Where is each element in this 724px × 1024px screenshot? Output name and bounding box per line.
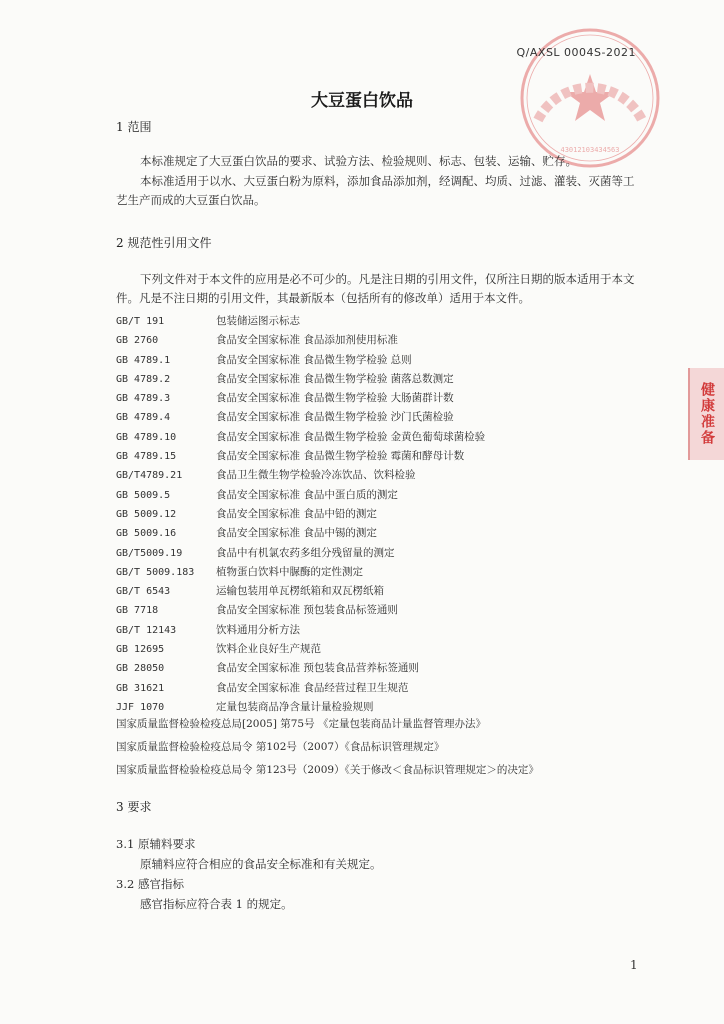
reference-code: GB 31621 [116,682,165,694]
reference-title: 食品安全国家标准 预包装食品营养标签通则 [216,662,419,675]
svg-text:43012103434563: 43012103434563 [560,146,620,154]
section-1-heading: 1 范围 [116,120,152,134]
reference-code: GB 5009.5 [116,489,171,501]
page-number: 1 [630,958,638,972]
decree-item: 国家质量监督检验检疫总局令 第123号（2009）《关于修改＜食品标识管理规定＞的决定》 [116,764,539,776]
reference-code: JJF 1070 [116,701,165,713]
standard-number: Q/AXSL 0004S-2021 [516,46,636,59]
reference-title: 食品安全国家标准 食品微生物学检验 总则 [216,353,412,366]
reference-code: GB 4789.2 [116,373,171,385]
reference-code: GB 4789.3 [116,393,171,405]
reference-code: GB 28050 [116,663,165,675]
reference-title: 食品中有机氯农药多组分残留量的测定 [216,546,395,559]
section-1-paragraph-2: 本标准适用于以水、大豆蛋白粉为原料，添加食品添加剂，经调配、均质、过滤、灌装、灭菌等工艺生产而成的大豆蛋白饮品。 [116,174,635,207]
reference-code: GB/T 5009.183 [116,566,195,578]
section-3-1-heading: 3.1 原辅料要求 [116,837,196,851]
section-3-heading: 3 要求 [116,800,152,814]
reference-code: GB/T 191 [116,316,165,327]
reference-code: GB 4789.1 [116,354,171,366]
reference-code: GB/T5009.19 [116,547,183,559]
reference-code: GB 12695 [116,644,165,656]
reference-code: GB 4789.4 [116,412,171,424]
document-title: 大豆蛋白饮品 [311,91,413,111]
reference-title: 定量包装商品净含量计量检验规则 [216,700,374,713]
reference-title: 食品安全国家标准 食品中蛋白质的测定 [216,488,398,501]
reference-title: 食品安全国家标准 食品中铅的测定 [216,507,377,520]
reference-code: GB/T4789.21 [116,470,183,482]
decree-item: 国家质量监督检验检疫总局[2005] 第75号 《定量包装商品计量监督管理办法》 [116,718,486,730]
reference-title: 食品安全国家标准 食品微生物学检验 霉菌和酵母计数 [216,450,465,463]
reference-title: 植物蛋白饮料中脲酶的定性测定 [216,565,363,578]
reference-title: 饮料通用分析方法 [216,623,300,636]
reference-title: 食品安全国家标准 预包装食品标签通则 [216,604,398,617]
reference-title: 食品安全国家标准 食品微生物学检验 菌落总数测定 [216,372,454,385]
section-2-heading: 2 规范性引用文件 [116,236,212,250]
section-3-2-heading: 3.2 感官指标 [116,877,184,891]
section-3-1-text: 原辅料应符合相应的食品安全标准和有关规定。 [140,857,382,871]
reference-title: 食品安全国家标准 食品微生物学检验 大肠菌群计数 [216,392,454,405]
side-seal-stamp: 健康准备 [688,368,724,460]
section-2-intro: 下列文件对于本文件的应用是必不可少的。凡是注日期的引用文件，仅所注日期的版本适用于本文件。凡是不注日期的引用文件，其最新版本（包括所有的修改单）适用于本文件。 [116,272,635,305]
reference-title: 食品安全国家标准 食品添加剂使用标准 [216,334,398,347]
decree-item: 国家质量监督检验检疫总局令 第102号（2007）《食品标识管理规定》 [116,741,445,753]
reference-code: GB 5009.16 [116,528,177,540]
reference-title: 食品安全国家标准 食品微生物学检验 金黄色葡萄球菌检验 [216,430,486,443]
reference-code: GB 5009.12 [116,508,177,520]
reference-code: GB 2760 [116,335,159,347]
section-1-paragraph-1: 本标准规定了大豆蛋白饮品的要求、试验方法、检验规则、标志、包装、运输、贮存。 [140,154,577,168]
reference-title: 食品安全国家标准 食品微生物学检验 沙门氏菌检验 [216,411,454,424]
reference-code: GB 4789.15 [116,451,177,463]
reference-title: 食品卫生微生物学检验冷冻饮品、饮料检验 [216,469,416,482]
reference-title: 饮料企业良好生产规范 [216,643,321,656]
reference-code: GB 7718 [116,605,159,617]
reference-code: GB 4789.10 [116,431,177,443]
reference-code: GB/T 6543 [116,586,171,598]
reference-title: 食品安全国家标准 食品中锡的测定 [216,527,377,540]
reference-title: 包装储运图示标志 [216,315,300,327]
reference-title: 运输包装用单瓦楞纸箱和双瓦楞纸箱 [216,585,384,598]
section-3-2-text: 感官指标应符合表 1 的规定。 [140,897,293,911]
reference-title: 食品安全国家标准 食品经营过程卫生规范 [216,681,409,694]
reference-code: GB/T 12143 [116,624,177,636]
